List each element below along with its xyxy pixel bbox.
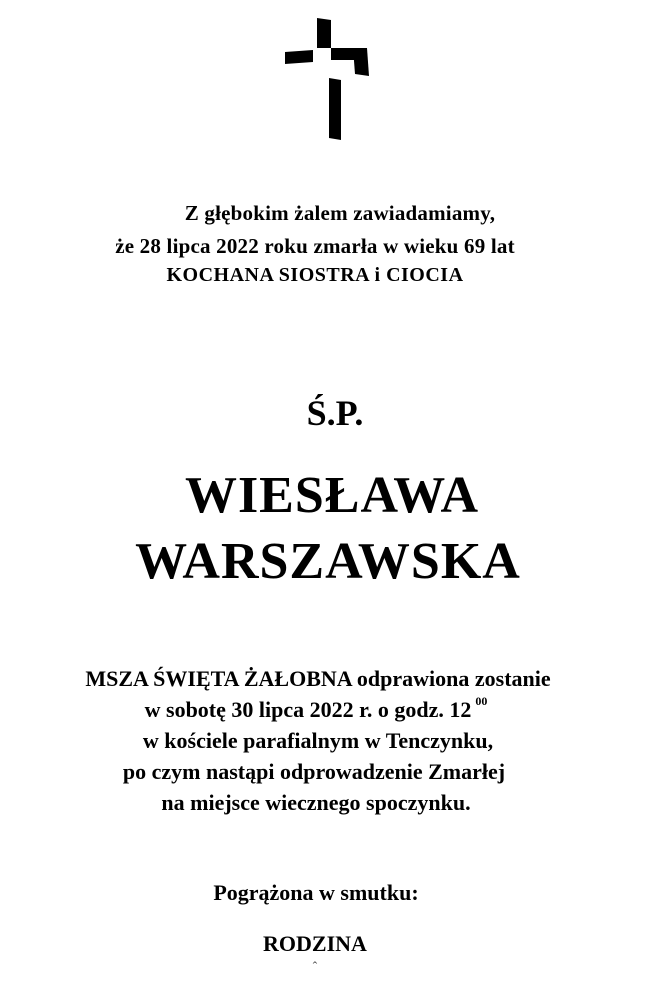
cross-icon (283, 18, 373, 143)
mass-line-4: po czym nastąpi odprowadzenie Zmarłej (122, 759, 506, 784)
title-sp: Ś.P. (306, 393, 364, 433)
mass-line-3: w kościele parafialnym w Tenczynku, (142, 728, 494, 753)
mass-date-time: w sobotę 30 lipca 2022 r. o godz. 12 (144, 697, 472, 722)
intro-line-2: że 28 lipca 2022 roku zmarła w wieku 69 lat (115, 234, 515, 258)
mass-line-2 (0, 694, 646, 723)
mass-time-minutes: 00 (475, 694, 488, 708)
mass-line-5: na miejsce wiecznego spoczynku. (161, 790, 471, 815)
deceased-last-name: WARSZAWSKA (135, 533, 521, 590)
family-signature: RODZINA (263, 931, 367, 956)
mourning-line: Pogrążona w smutku: (213, 880, 419, 905)
deceased-first-name: WIESŁAWA (184, 467, 480, 524)
mass-line-1: MSZA ŚWIĘTA ŻAŁOBNA odprawiona zostanie (85, 666, 551, 691)
intro-line-1: Z głębokim żalem zawiadamiamy, (184, 201, 496, 225)
small-mark: ^ (312, 961, 318, 969)
intro-line-3: KOCHANA SIOSTRA i CIOCIA (166, 264, 464, 286)
